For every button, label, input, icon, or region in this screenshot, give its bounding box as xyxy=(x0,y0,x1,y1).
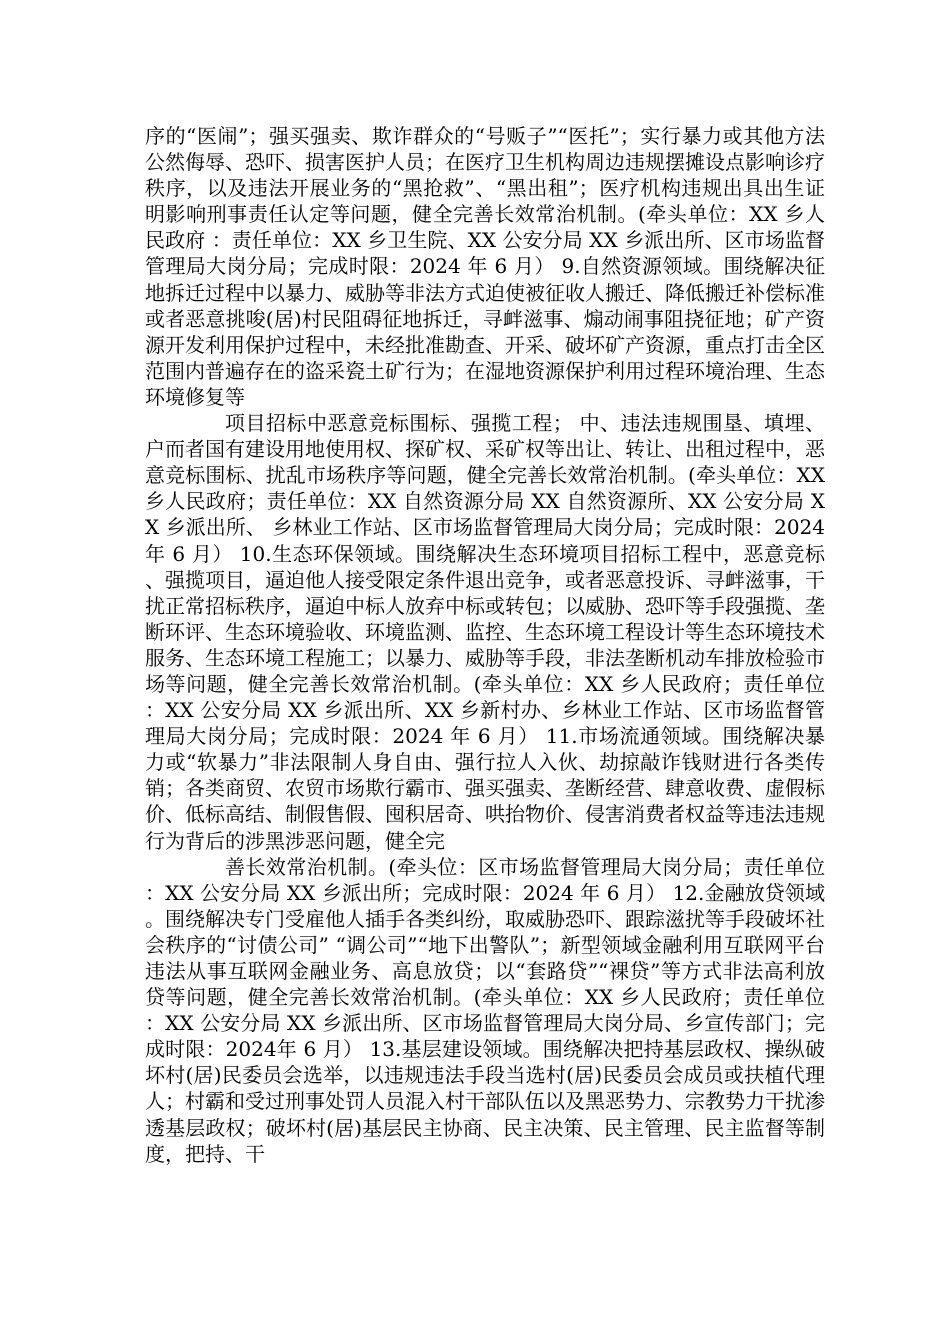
paragraph-2: 项目招标中恶意竞标围标、强揽工程； 中、违法违规围垦、填埋、户而者国有建设用地使用权、探矿权、采矿权等出让、转让、出租过程中，恶意竞标围标、扰乱市场秩序等问题，健全完善长效常治机制。(牵头单位：XX 乡人民政府；责任单位：XX 自然资源分局 XX 自然资源所、XX 公安分局 XX 乡派出所、 乡林业工作站、区市场监督管理局大岗分局；完成时限：2024 年 6 月） 10.生态环保领域。围绕解决生态环境项目招标工程中，恶意竞标、强揽项目，逼迫他人接受限定条件退出竞争，或者恶意投诉、寻衅滋事，干扰正常招标秩序，逼迫中标人放弃中标或转包；以威胁、恐吓等手段强揽、垄断环评、生态环境验收、环境监测、监控、生态环境工程设计等生态环境技术服务、生态环境工程施工；以暴力、威胁等手段，非法垄断机动车排放检验市场等问题，健全完善长效常治机制。(牵头单位：XX 乡人民政府；责任单位：XX 公安分局 XX 乡派出所、XX 乡新村办、乡林业工作站、区市场监督管理局大岗分局；完成时限：2024 年 6 月） 11.市场流通领域。围绕解决暴力或“软暴力”非法限制人身自由、强行拉人入伙、劫掠敲诈钱财进行各类传销；各类商贸、农贸市场欺行霸市、强买强卖、垄断经营、肆意收费、虚假标价、低标高结、制假售假、囤积居奇、哄抬物价、侵害消费者权益等违法违规行为背后的涉黑涉恶问题，健全完 xyxy=(145,411,825,853)
document-body xyxy=(145,123,825,1167)
paragraph-1: 序的“医闹”；强买强卖、欺诈群众的“号贩子”“医托”；实行暴力或其他方法公然侮辱、恐吓、损害医护人员；在医疗卫生机构周边违规摆摊设点影响诊疗秩序，以及违法开展业务的“黑抢救”、“黑出租”；医疗机构违规出具出生证明影响刑事责任认定等问题，健全完善长效常治机制。(牵头单位：XX 乡人民政府 ：责任单位：XX 乡卫生院、XX 公安分局 XX 乡派出所、区市场监督管理局大岗分局；完成时限：2024 年 6 月） 9.自然资源领域。围绕解决征地拆迁过程中以暴力、威胁等非法方式迫使被征收人搬迁、降低搬迁补偿标准或者恶意挑唆(居)村民阻碍征地拆迁，寻衅滋事、煽动闹事阻挠征地；矿产资源开发利用保护过程中，未经批准勘查、开采、破坏矿产资源，重点打击全区范围内普遍存在的盗采瓷土矿行为；在湿地资源保护利用过程环境治理、生态环境修复等 xyxy=(145,124,825,409)
paragraph-3: 善长效常治机制。(牵头位：区市场监督管理局大岗分局；责任单位：XX 公安分局 XX 乡派出所；完成时限：2024 年 6 月） 12.金融放贷领域。围绕解决专门受雇他人插手各类纠纷，取威胁恐吓、跟踪滋扰等手段破坏社会秩序的“讨债公司” “调公司”“地下出警队”；新型领域金融利用互联网平台违法从事互联网金融业务、高息放贷；以“套路贷”“裸贷”等方式非法高利放贷等问题，健全完善长效常治机制。(牵头单位：XX 乡人民政府；责任单位：XX 公安分局 XX 乡派出所、区市场监督管理局大岗分局、乡宣传部门；完成时限：2024年 6 月） 13.基层建设领域。围绕解决把持基层政权、操纵破坏村(居)民委员会选举，以违规违法手段当选村(居)民委员会成员或扶植代理人；村霸和受过刑事处罚人员混入村干部队伍以及黑恶势力、宗教势力干扰渗透基层政权；破坏村(居)基层民主协商、民主决策、民主管理、民主监督等制度，把持、干 xyxy=(145,854,825,1166)
